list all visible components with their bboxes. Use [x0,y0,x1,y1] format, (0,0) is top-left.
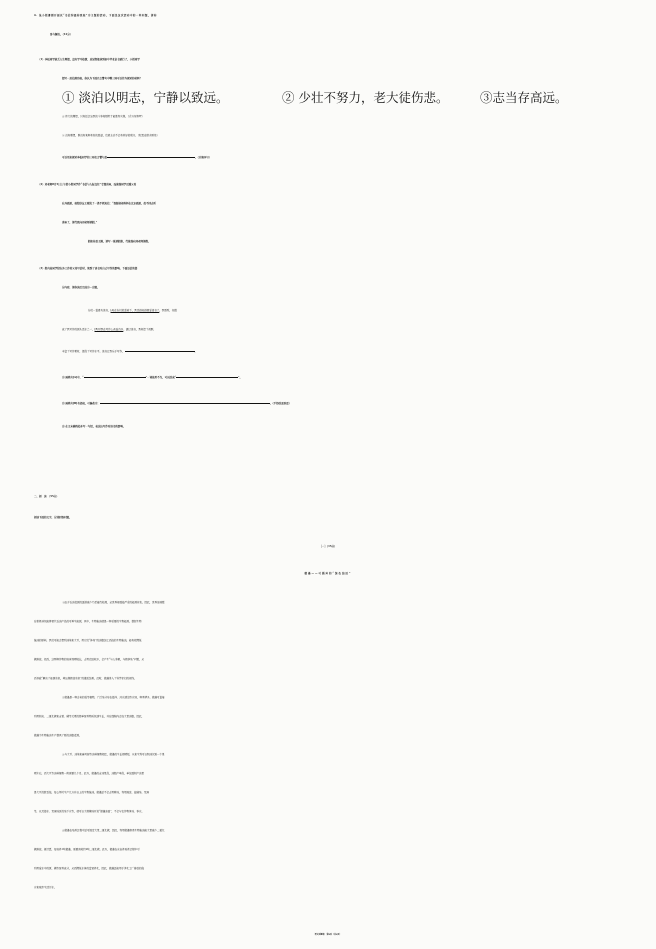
page-footer [0,926,656,945]
part-heading: ［一］（15分） [319,545,337,548]
page-number: 语文试题卷 第2页（共4页） [314,934,342,936]
sub1-blank-word[interactable] [84,365,146,378]
underlined-sentence-a: [A]在你们的熏染下，我也越来越喜爱读书了 [110,309,160,312]
quote-option-2: ② 少壮不努力，老大徒伤悲。 [282,90,449,105]
q4-part1: （1）李松同学缺乏人生理想，没有学习热情，总觉得能拿到初中毕业证书就行了，小组同学 [38,58,140,61]
q4-part3: （3）组内某同学给在外工作的父母写信时，谈到了读书对自己写作的影响。下面是信的部 [38,267,138,270]
q4-part2-cont2: 讲座了，请代我向刘老师请假。” [62,221,98,224]
sub1-end: ”。 [238,376,242,379]
article-line: 利用阳光、二氧化碳和含氮、磷等元素的简单营养物质快速生长，并在细胞内合成大量油脂。因此， [34,715,145,718]
sub2-prompt: ② 画线句[B]有语病，可修改为： [62,402,100,405]
sub1-prompt: ① 画线句[A]中，“ [62,376,84,379]
q4-stem: 4. 某小组暑期开展以“书信沟通你我他”为主题的活动。下面是这次活动中的一些问题，请你 [34,14,157,17]
letter-blank[interactable] [125,339,195,352]
letter-text: 。通过读书，我拓宽了视野， [123,328,156,331]
q4-part2: （2）刘老师8月5日上午给小组同学作“书信与人际交往”专题讲座，而张强同学正随父母 [38,183,137,186]
q4-part2-task: 假如你是王刚，请写一张请假条，代张强向刘老师请假。 [88,240,151,243]
answer-blank[interactable] [107,145,195,158]
quote-option-4: ④ 伟大的理想，只有经过忘我的斗争和牺牲才能胜利实现。（乔万尼奥罗） [62,115,145,118]
underlined-sentence-b: [B]对我在写作上获益良多 [94,328,124,331]
letter-line-1 [0,301,656,320]
article-line: 碳排放。据计算，每培养1吨微藻，需要消耗约2吨二氧化碳。此外，微藻在光自养培养过程中可 [34,848,140,851]
article-line: 而导致“解决了能源危机，却出现粮食危机”的尴尬结果。此时，微藻进入了科学家们的视线。 [34,677,137,680]
letter-text: 你们一直喜欢读书， [88,309,111,312]
answer-prompt: 可以用来规劝李松同学的三则名言警句是 [62,156,108,159]
quote-options-row [0,88,656,107]
quote-option-3: ③志当存高远。 [480,90,568,105]
article-line: ③与大豆、油菜和麻风树等油料植物相比，微藻的生长周期短，从和生到可以制油仅需一个星 [62,753,165,756]
letter-text: 。我感到，书籍 [159,309,177,312]
q4-stem-cont: 参与解决。（12分） [50,33,73,36]
quote-option-5: ⑤ 没有理想，即没有某种美好的愿望，也就永远不会有美好的现实。（陀思妥耶夫斯基） [62,134,160,137]
q4-part2-cont: 在外旅游，他给好友王刚发了一条手机短信：“我跟爸爸妈妈在北京旅游，赶不回去听 [62,202,156,205]
answer-note: 。（只填序号） [195,156,212,159]
article-line: 等，以及海水、荒漠地区的地下水等，就可以大规模地开发“微藻油田”，不会与农作物争地、争水。 [34,810,145,813]
letter-text: 丰富了写作素材，提高了写作水平。读书让我乐于写作， [62,350,125,353]
article-title: 微藻——可循环的“绿色油田” [304,572,352,575]
quote-option-1: ① 淡泊以明志，宁静以致远。 [62,90,229,105]
article-line: ②微藻是一种古老的低等植物，广泛地分布在海洋、淡水湖泊等水域，种类繁多。微藻可直接 [62,696,165,699]
article-line: 微藻为生物柴油生产提供了新的油脂资源。 [34,734,82,737]
article-line: 柴油的原料，我们可能会想到油菜和大豆，用它们“体内”的油脂加工而成的生物柴油，能有效降低 [34,639,142,642]
q4-part3-cont: 分内容，请你读后完成①－③题。 [62,286,100,289]
sub1-mid: ”一词使用不当，可以改成“ [145,376,177,379]
section-heading: 二、阅 读 （55分） [34,495,59,498]
article-line: 利用废水中的氮、磷等营养成分，从而降低水体的富营养化，因此，微藻还能用于净化工厂排放的废 [34,867,145,870]
article-line: 水和城市生活污水。 [34,886,57,889]
article-line: 期左右，而大豆等油料植物一般需要几个月。此外，微藻的含油量高，油脂产率高，单位面积产油量 [34,772,145,775]
article-line: 碳排放。然而，这两种作物的培育周期较长，占用农田较多，会产生“与人争粮，与粮争地”问题，从 [34,658,145,661]
letter-text: 。 [194,350,198,353]
question-4 [0,6,656,436]
article-line: ①由于石油资源的逐渐减少乃至最终枯竭，全世界将面临严重的能源危机。因此，世界各国都 [62,601,165,604]
article-line: 是大豆的数百倍，每公顷可生产几万升以上的生物柴油。微藻还不会占用耕地，利用滩涂、盐碱地、荒漠 [34,791,150,794]
article-line: ④微藻在培养过程中还可固定大量二氧化碳，因此，利用微藻制造生物柴油能大量减少二氧化 [62,829,165,832]
q4-part1-answer [0,145,656,167]
sub2-blank[interactable] [100,391,270,404]
sub2-note: 。（不得改变原意） [269,402,292,405]
sub-question-2 [0,391,656,413]
sub1-blank-replace[interactable] [176,365,238,378]
q4-part1-cont: 想写一封信规劝他。你认为下面名言警句中哪三则可以作为规劝的材料？ [62,77,143,80]
article-line: 在积极寻找能够替代石油产品的可再生能源，其中，生物柴油就是一种重要的生物能源。提起生物 [34,620,142,623]
sub-question-3: ③ 在文末横线处补写一句话，表达出写作对读书的影响。 [62,425,126,428]
sub-question-1 [0,365,656,387]
letter-line-3 [0,339,656,361]
section-instruction: 阅读下面的文字，分别回答问题。 [34,516,72,519]
section-reading [0,487,656,556]
letter-text: 成了我写作的源头活水之一， [62,328,95,331]
letter-line-2 [0,320,656,339]
article [0,564,656,897]
